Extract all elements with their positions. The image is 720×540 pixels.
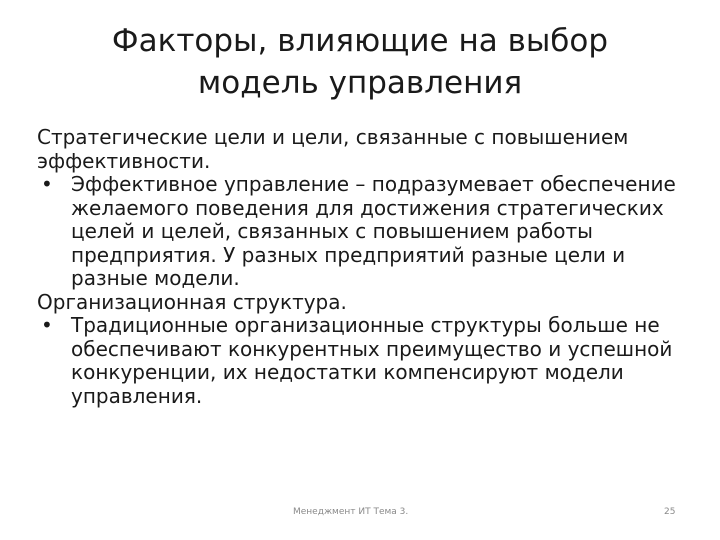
slide-title-line-2: модель управления	[197, 65, 523, 101]
footer-page-number: 25	[664, 507, 676, 517]
bullet-marker: •	[41, 172, 53, 196]
bullet-effective-management	[37, 173, 687, 291]
footer-course-label: Менеджмент ИТ Тема 3.	[293, 507, 409, 517]
slide-title-line-1: Факторы, влияющие на выбор	[111, 23, 609, 59]
slide-body	[37, 126, 687, 408]
bullet-marker: •	[41, 313, 53, 337]
body-paragraph-org-structure: Организационная структура.	[37, 289, 347, 314]
bullet-text: Эффективное управление – подразумевает обеспечение желаемого поведения для достижения стратегических целей и целей, связанных с повышением работы предприятия. У разных предприятий разные цели и разные модели.	[71, 172, 676, 290]
slide-title	[40, 20, 680, 104]
body-paragraph-goals: Стратегические цели и цели, связанные с повышением эффективности.	[37, 125, 629, 173]
bullet-text: Традиционные организационные структуры больше не обеспечивают конкурентных преимущество и успешной конкуренции, их недостатки компенсируют модели управления.	[71, 313, 673, 408]
bullet-traditional-structures	[37, 314, 687, 408]
